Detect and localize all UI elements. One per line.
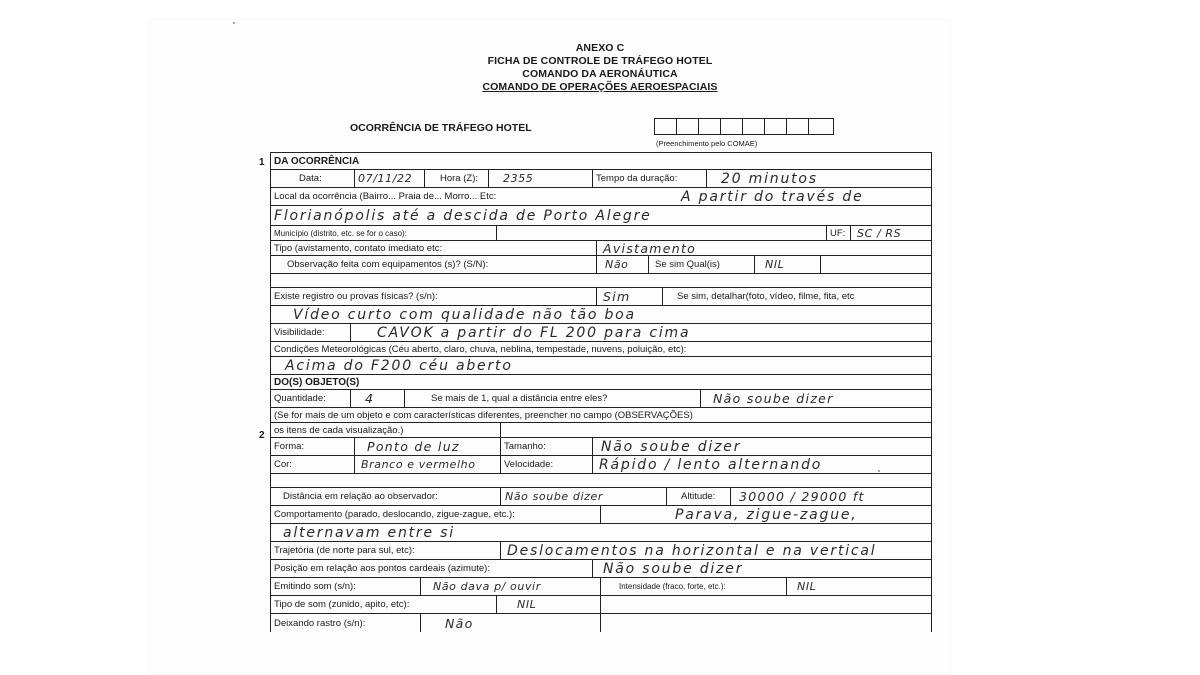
- municipality-label: Município (distrito, etc. se for o caso):: [274, 228, 407, 238]
- trajectory-value[interactable]: Deslocamentos na horizontal e na vertical: [507, 542, 877, 559]
- trail-value[interactable]: Não: [445, 615, 474, 631]
- scan-speck: [878, 470, 880, 472]
- evidence-value[interactable]: Sim: [603, 289, 631, 304]
- section-1-number: 1: [259, 157, 265, 168]
- weather-label: Condições Meteorológicas (Céu aberto, claro, chuva, neblina, tempestade, nuvens, poluição, etc):: [274, 343, 687, 355]
- color-label: Cor:: [274, 459, 292, 470]
- type-value[interactable]: Avistamento: [603, 241, 697, 255]
- equipment-which-value[interactable]: NIL: [765, 258, 785, 271]
- comae-note: (Preenchimento pelo COMAE): [656, 139, 758, 148]
- command-title: COMANDO DA AERONÁUTICA: [522, 68, 678, 80]
- intensity-value[interactable]: NIL: [797, 580, 817, 593]
- trail-label: Deixando rastro (s/n):: [274, 617, 366, 629]
- sound-type-row: [271, 596, 931, 614]
- trail-row: [271, 614, 931, 632]
- duration-label: Tempo da duração:: [596, 173, 678, 184]
- evidence-detail-row: [271, 306, 931, 324]
- occurrence-title: OCORRÊNCIA DE TRÁFEGO HOTEL: [350, 122, 532, 134]
- section-2-title-row: [271, 375, 931, 390]
- equipment-which-label: Se sim Qual(is): [655, 259, 720, 270]
- position-row: [271, 560, 931, 578]
- location-value-line1[interactable]: A partir do través de: [681, 188, 864, 205]
- location-row: [271, 188, 931, 206]
- section-1-title: DA OCORRÊNCIA: [274, 155, 360, 167]
- scan-speck: [233, 22, 235, 24]
- type-label: Tipo (avistamento, contato imediato etc:: [274, 242, 443, 254]
- date-value[interactable]: 07/11/22: [358, 172, 413, 185]
- visibility-value[interactable]: CAVOK a partir do FL 200 para cima: [377, 324, 691, 341]
- distance-observer-row: [271, 488, 931, 506]
- sound-value[interactable]: Não dava p/ ouvir: [433, 580, 541, 593]
- behavior-value-line2[interactable]: alternavam entre si: [283, 524, 455, 541]
- location-label: Local da ocorrência (Bairro... Praia de... Morro... Etc:: [274, 191, 497, 202]
- distance-between-value[interactable]: Não soube dizer: [713, 391, 834, 406]
- objects-note-line2: os itens de cada visualização.): [274, 424, 404, 436]
- uf-value[interactable]: SC / RS: [857, 226, 902, 240]
- occurrence-form: [270, 152, 932, 632]
- section-2-number: 2: [259, 430, 265, 441]
- altitude-value[interactable]: 30000 / 29000 ft: [739, 489, 865, 504]
- behavior-label: Comportamento (parado, deslocando, zigue-zague, etc.):: [274, 509, 515, 520]
- duration-value[interactable]: 20 minutos: [721, 170, 818, 187]
- date-row: [271, 170, 931, 188]
- equipment-row: [271, 256, 931, 274]
- visibility-label: Visibilidade:: [274, 327, 325, 338]
- speed-value[interactable]: Rápido / lento alternando: [599, 456, 823, 473]
- quantity-label: Quantidade:: [274, 393, 326, 404]
- equipment-value[interactable]: Não: [605, 258, 629, 271]
- intensity-label: Intensidade (fraco, forte, etc.):: [619, 582, 726, 591]
- sound-type-label: Tipo de som (zunido, apito, etc):: [274, 599, 410, 610]
- distance-between-label: Se mais de 1, qual a distância entre eles?: [431, 393, 608, 404]
- blank-row-2: [271, 474, 931, 488]
- quantity-value[interactable]: 4: [365, 391, 375, 406]
- objects-note-line1: (Se for mais de um objeto e com características diferentes, preencher no campo (OBSERVAÇÕES): [274, 409, 693, 421]
- color-value[interactable]: Branco e vermelho: [361, 458, 476, 471]
- location-value-line2[interactable]: Florianópolis até a descida de Porto Alegre: [274, 207, 652, 224]
- sound-label: Emitindo som (s/n):: [274, 581, 356, 592]
- position-value[interactable]: Não soube dizer: [603, 560, 744, 577]
- annex-title: ANEXO C: [575, 42, 625, 54]
- sound-row: [271, 578, 931, 596]
- time-label: Hora (Z):: [440, 173, 478, 184]
- speed-label: Velocidade:: [504, 459, 554, 470]
- comae-number-boxes: [654, 118, 834, 135]
- form-title: FICHA DE CONTROLE DE TRÁFEGO HOTEL: [487, 55, 713, 67]
- operations-command-title: COMANDO DE OPERAÇÕES AEROESPACIAIS: [482, 81, 718, 93]
- altitude-label: Altitude:: [681, 491, 716, 502]
- shape-value[interactable]: Ponto de luz: [367, 439, 460, 454]
- trajectory-row: [271, 542, 931, 560]
- color-row: [271, 456, 931, 474]
- objects-note-row-2: [271, 423, 931, 438]
- section-1-title-row: [271, 153, 931, 170]
- uf-label: UF:: [830, 227, 846, 239]
- section-2-title: DO(S) OBJETO(S): [274, 376, 360, 388]
- time-value[interactable]: 2355: [503, 172, 534, 185]
- behavior-value-line1[interactable]: Parava, zigue-zague,: [675, 506, 858, 523]
- shape-label: Forma:: [274, 441, 305, 452]
- weather-value-row: [271, 357, 931, 375]
- behavior-continuation-row: [271, 524, 931, 542]
- trajectory-label: Trajetória (de norte para sul, etc):: [274, 545, 415, 556]
- equipment-label: Observação feita com equipamentos (s)? (S/N):: [287, 259, 489, 270]
- visibility-row: [271, 324, 931, 342]
- evidence-row: [271, 288, 931, 306]
- date-label: Data:: [299, 173, 322, 184]
- blank-row: [271, 274, 931, 288]
- distance-observer-value[interactable]: Não soube dizer: [505, 490, 603, 503]
- location-continuation-row: [271, 206, 931, 226]
- type-row: [271, 241, 931, 256]
- objects-note-row-1: [271, 408, 931, 423]
- evidence-detail-label: Se sim, detalhar(foto, vídeo, filme, fita, etc: [677, 291, 855, 302]
- shape-row: [271, 438, 931, 456]
- weather-label-row: [271, 342, 931, 357]
- evidence-detail-value[interactable]: Vídeo curto com qualidade não tão boa: [293, 306, 636, 323]
- weather-value[interactable]: Acima do F200 céu aberto: [285, 357, 513, 374]
- sound-type-value[interactable]: NIL: [517, 598, 537, 611]
- size-label: Tamanho:: [504, 441, 546, 452]
- evidence-label: Existe registro ou provas físicas? (s/n):: [274, 291, 438, 302]
- behavior-row: [271, 506, 931, 524]
- distance-observer-label: Distância em relação ao observador:: [283, 491, 438, 502]
- quantity-row: [271, 390, 931, 408]
- municipality-row: [271, 226, 931, 241]
- size-value[interactable]: Não soube dizer: [601, 438, 742, 455]
- position-label: Posição em relação aos pontos cardeais (azimute):: [274, 563, 490, 574]
